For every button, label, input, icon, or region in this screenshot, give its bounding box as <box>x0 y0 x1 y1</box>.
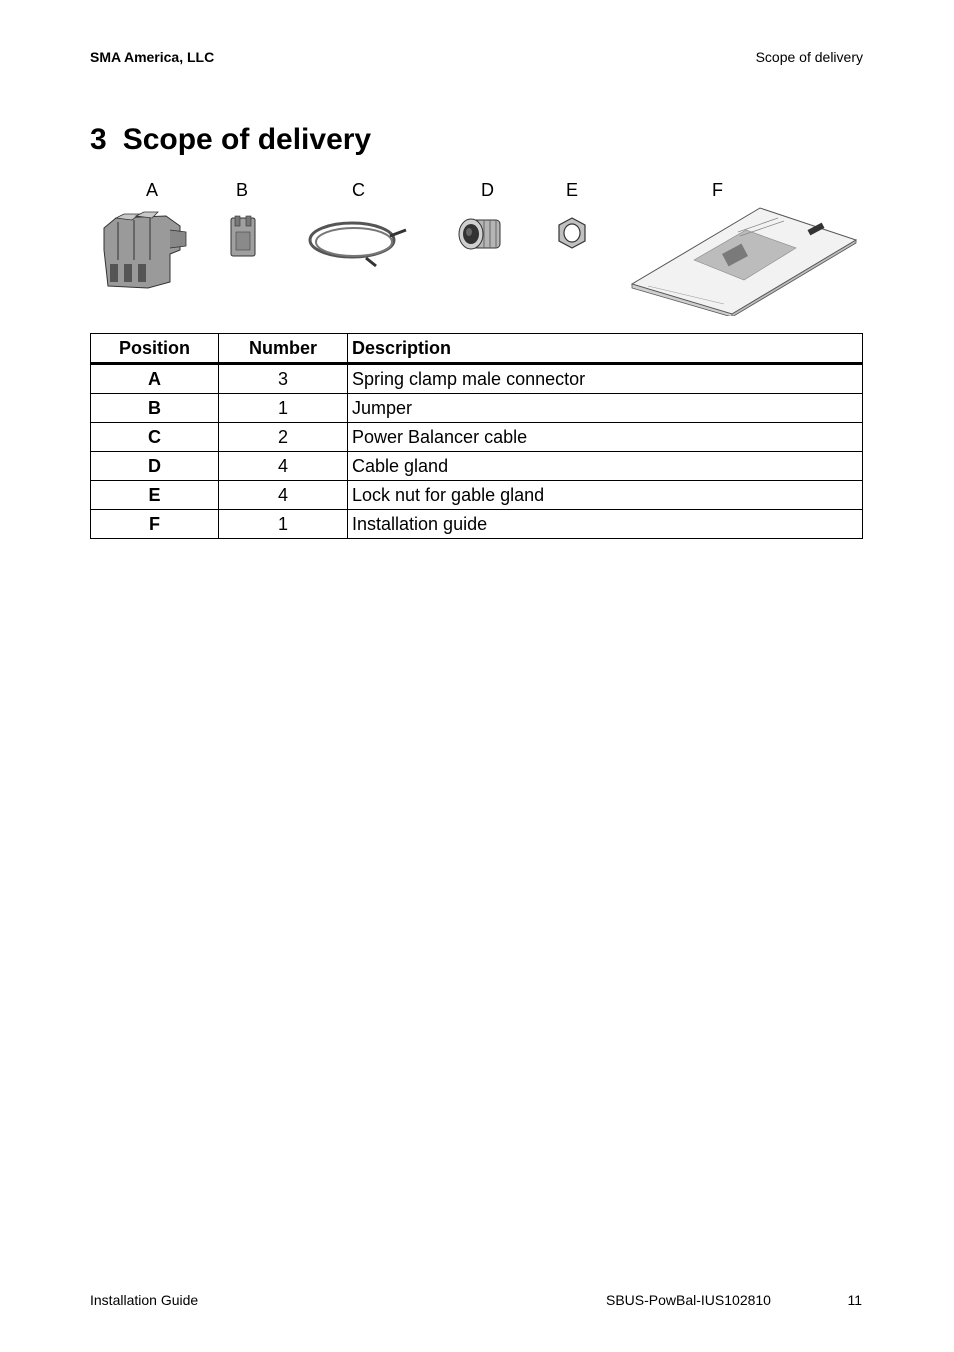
page-title <box>90 123 371 157</box>
table-row <box>91 423 863 452</box>
row-description: Spring clamp male connector <box>348 364 863 394</box>
table-row <box>91 364 863 394</box>
figure-label-b: B <box>236 180 249 200</box>
row-description: Power Balancer cable <box>348 423 863 452</box>
installation-guide-image <box>628 204 860 316</box>
figure-label-e: E <box>566 180 579 200</box>
table-row <box>91 394 863 423</box>
row-number: 4 <box>219 452 348 481</box>
row-position: B <box>91 394 219 423</box>
lock-nut-image <box>556 216 588 250</box>
row-number: 3 <box>219 364 348 394</box>
column-header-number: Number <box>219 334 348 364</box>
figure-label-c: C <box>352 180 365 200</box>
chapter-title: Scope of delivery <box>122 123 372 156</box>
row-position: E <box>91 481 219 510</box>
column-header-position: Position <box>91 334 219 364</box>
table-header-row <box>91 334 863 364</box>
cable-gland-image <box>456 214 504 254</box>
row-number: 1 <box>219 510 348 539</box>
figure-label-a: A <box>146 180 159 200</box>
row-description: Jumper <box>348 394 863 423</box>
row-position: D <box>91 452 219 481</box>
row-number: 1 <box>219 394 348 423</box>
row-position: A <box>91 364 219 394</box>
column-header-description: Description <box>348 334 863 364</box>
table-row <box>91 510 863 539</box>
row-description: Lock nut for gable gland <box>348 481 863 510</box>
figure-label-d: D <box>481 180 494 200</box>
row-description: Cable gland <box>348 452 863 481</box>
row-position: C <box>91 423 219 452</box>
jumper-image <box>228 214 258 258</box>
header-company: SMA America, LLC <box>90 49 215 65</box>
figure-label-f: F <box>712 180 723 200</box>
row-number: 2 <box>219 423 348 452</box>
table-row <box>91 452 863 481</box>
spring-clamp-connector-image <box>96 210 188 292</box>
chapter-number: 3 <box>90 123 107 156</box>
footer-page-number: 11 <box>847 1292 862 1308</box>
row-description: Installation guide <box>348 510 863 539</box>
footer-document-code: SBUS-PowBal-IUS102810 <box>606 1292 771 1308</box>
table-row <box>91 481 863 510</box>
header-section: Scope of delivery <box>755 49 863 65</box>
footer-document-name: Installation Guide <box>90 1292 199 1308</box>
row-number: 4 <box>219 481 348 510</box>
scope-of-delivery-table <box>90 333 863 539</box>
row-position: F <box>91 510 219 539</box>
power-balancer-cable-image <box>306 216 412 272</box>
